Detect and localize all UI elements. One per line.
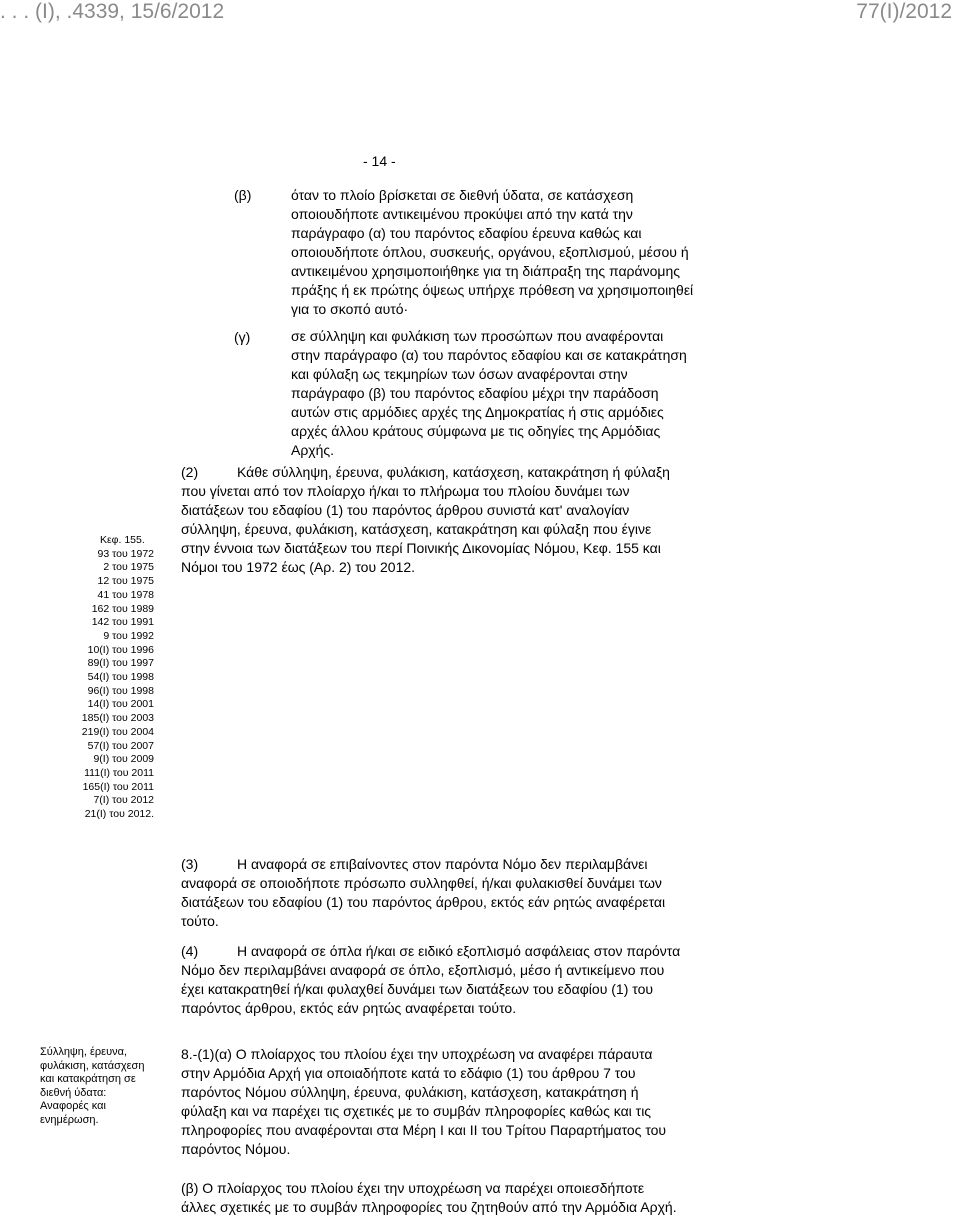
- text-line: οποιουδήποτε αντικειμένου προκύψει από την κατά την: [291, 206, 633, 222]
- margin-reference: 57(Ι) του 2007: [87, 739, 154, 752]
- margin-reference: 89(Ι) του 1997: [87, 657, 154, 670]
- text-line: (3) Η αναφορά σε επιβαίνοντες στον παρόντα Νόμο δεν περιλαμβάνει: [181, 856, 648, 872]
- margin-reference: 165(Ι) του 2011: [82, 780, 154, 793]
- margin-reference: 162 του 1989: [91, 602, 154, 615]
- text-line: άλλες σχετικές με το συμβάν πληροφορίες του ζητηθούν από την Αρμόδια Αρχή.: [181, 1199, 677, 1215]
- text-line: έχει κατακρατηθεί ή/και φυλαχθεί δυνάμει των διατάξεων του εδαφίου (1) του: [181, 981, 654, 997]
- text-line: για το σκοπό αυτό·: [291, 301, 409, 317]
- article-8-para-b: [181, 1179, 724, 1217]
- side-heading-line: και κατακράτηση σε: [40, 1073, 136, 1085]
- text-line: όταν το πλοίο βρίσκεται σε διεθνή ύδατα, σε κατάσχεση: [291, 187, 634, 203]
- text-line: αυτών στις αρμόδιες αρχές της Δημοκρατίας ή στις αρμόδιες: [291, 404, 664, 420]
- text-line: φύλαξη και να παρέχει τις σχετικές με το συμβάν πληροφορίες καθώς και τις: [181, 1103, 652, 1119]
- margin-reference: 96(Ι) του 1998: [87, 684, 154, 697]
- text-line: 8.-(1)(α) Ο πλοίαρχος του πλοίου έχει την υποχρέωση να αναφέρει πάραυτα: [181, 1046, 653, 1062]
- text-line: Αρχής.: [291, 442, 335, 458]
- margin-reference: 93 του 1972: [97, 547, 154, 560]
- margin-reference: 7(Ι) του 2012: [93, 794, 154, 807]
- text-line: και φύλαξη ως τεκμηρίων των όσων αναφέρονται στην: [291, 366, 628, 382]
- subsection-number: (4): [181, 943, 199, 959]
- text-line: πράξης ή εκ πρώτης όψεως υπήρχε πρόθεση να χρησιμοποιηθεί: [291, 282, 694, 298]
- side-heading-line: Σύλληψη, έρευνα,: [40, 1046, 128, 1058]
- text-line: αρχές άλλου κράτους σύμφωνα με τις οδηγίες της Αρμόδιας: [291, 423, 661, 439]
- margin-law-references: [0, 534, 154, 822]
- margin-reference: 41 του 1978: [97, 588, 154, 601]
- margin-reference: 14(Ι) του 2001: [87, 698, 154, 711]
- margin-reference: 111(Ι) του 2011: [84, 766, 154, 779]
- margin-reference: 9 του 1992: [103, 629, 154, 642]
- text-line: στην παράγραφο (α) του παρόντος εδαφίου και σε κατακράτηση: [291, 347, 687, 363]
- text-line: αναφορά σε οποιοδήποτε πρόσωπο συλληφθεί, ή/και φυλακισθεί δυνάμει των: [181, 875, 662, 891]
- text-line: διατάξεων του εδαφίου (1) του παρόντος άρθρου, εκτός εάν ρητώς αναφέρεται: [181, 894, 666, 910]
- item-b-text: [291, 186, 725, 319]
- item-c-label: (γ): [234, 329, 251, 345]
- text-line: Νόμοι του 1972 έως (Αρ. 2) του 2012.: [181, 559, 416, 575]
- text-line: σε σύλληψη και φυλάκιση των προσώπων που αναφέρονται: [291, 328, 664, 344]
- item-c-text: [291, 327, 725, 460]
- text-line: παρόντος άρθρου, εκτός εάν ρητώς αναφέρεται τούτο.: [181, 1000, 517, 1016]
- subsection-3: [181, 855, 724, 931]
- side-heading-line: φυλάκιση, κατάσχεση: [40, 1059, 145, 1072]
- subsection-4: [181, 942, 724, 1018]
- text-line: σύλληψη, έρευνα, φυλάκιση, κατάσχεση, κατακράτηση και φύλαξη που έγινε: [181, 521, 652, 537]
- text-line: τούτο.: [181, 913, 219, 929]
- article-8-side-heading: [40, 1046, 164, 1127]
- margin-reference: Κεφ. 155.: [100, 534, 145, 546]
- text-line: οποιουδήποτε όπλου, συσκευής, οργάνου, εξοπλισμού, μέσου ή: [291, 244, 689, 260]
- text-line: διατάξεων του εδαφίου (1) του παρόντος άρθρου συνιστά κατ' αναλογίαν: [181, 502, 630, 518]
- margin-reference: 9(Ι) του 2009: [93, 753, 154, 766]
- text-line: (4) Η αναφορά σε όπλα ή/και σε ειδικό εξοπλισμό ασφάλειας στον παρόντα: [181, 943, 681, 959]
- text-line: (2) Κάθε σύλληψη, έρευνα, φυλάκιση, κατάσχεση, κατακράτηση ή φύλαξη: [181, 464, 670, 480]
- text-line: στην Αρμόδια Αρχή για οποιαδήποτε κατά το εδάφιο (1) του άρθρου 7 του: [181, 1065, 636, 1081]
- article-8-text: [181, 1045, 724, 1217]
- text-line: στην έννοια των διατάξεων του περί Ποινικής Δικονομίας Νόμου, Κεφ. 155 και: [181, 540, 661, 556]
- side-heading-line: ενημέρωση.: [40, 1113, 99, 1126]
- text-line: παράγραφο (β) του παρόντος εδαφίου μέχρι την παράδοση: [291, 385, 659, 401]
- page-number: - 14 -: [363, 153, 396, 169]
- margin-reference: 185(Ι) του 2003: [81, 712, 154, 725]
- article-8-para-a: [181, 1045, 724, 1159]
- header-law-number: 77(Ι)/2012: [856, 0, 952, 23]
- margin-reference: 219(Ι) του 2004: [81, 725, 154, 738]
- text-line: παράγραφο (α) του παρόντος εδαφίου έρευνα καθώς και: [291, 225, 642, 241]
- side-heading-line: διεθνή ύδατα:: [40, 1086, 107, 1099]
- side-heading-line: Αναφορές και: [40, 1100, 106, 1112]
- text-line: που γίνεται από τον πλοίαρχο ή/και το πλήρωμα του πλοίου δυνάμει των: [181, 483, 630, 499]
- text-line: (β) Ο πλοίαρχος του πλοίου έχει την υποχρέωση να παρέχει οποιεσδήποτε: [181, 1180, 645, 1196]
- text-line: πληροφορίες που αναφέρονται στα Μέρη Ι και ΙΙ του Τρίτου Παραρτήματος του: [181, 1122, 667, 1138]
- text-line: παρόντος Νόμου.: [181, 1141, 291, 1157]
- header-gazette-reference: . . . (Ι), .4339, 15/6/2012: [0, 0, 225, 23]
- text-line: αντικειμένου χρησιμοποιήθηκε για τη διάπραξη της παράνομης: [291, 263, 680, 279]
- subsection-number: (2): [181, 464, 199, 480]
- margin-reference: 142 του 1991: [91, 616, 154, 629]
- subsection-2: [181, 463, 724, 577]
- text-line: παρόντος Νόμου σύλληψη, έρευνα, φυλάκιση, κατάσχεση, κατακράτηση ή: [181, 1084, 639, 1100]
- subsection-number: (3): [181, 856, 199, 872]
- margin-reference: 12 του 1975: [97, 575, 154, 588]
- margin-reference: 54(Ι) του 1998: [87, 671, 154, 684]
- margin-reference: 2 του 1975: [103, 561, 154, 574]
- text-line: Νόμο δεν περιλαμβάνει αναφορά σε όπλο, εξοπλισμό, μέσο ή αντικείμενο που: [181, 962, 665, 978]
- margin-reference: 21(Ι) του 2012.: [84, 808, 154, 821]
- margin-reference: 10(Ι) του 1996: [87, 643, 154, 656]
- item-b-label: (β): [234, 187, 252, 203]
